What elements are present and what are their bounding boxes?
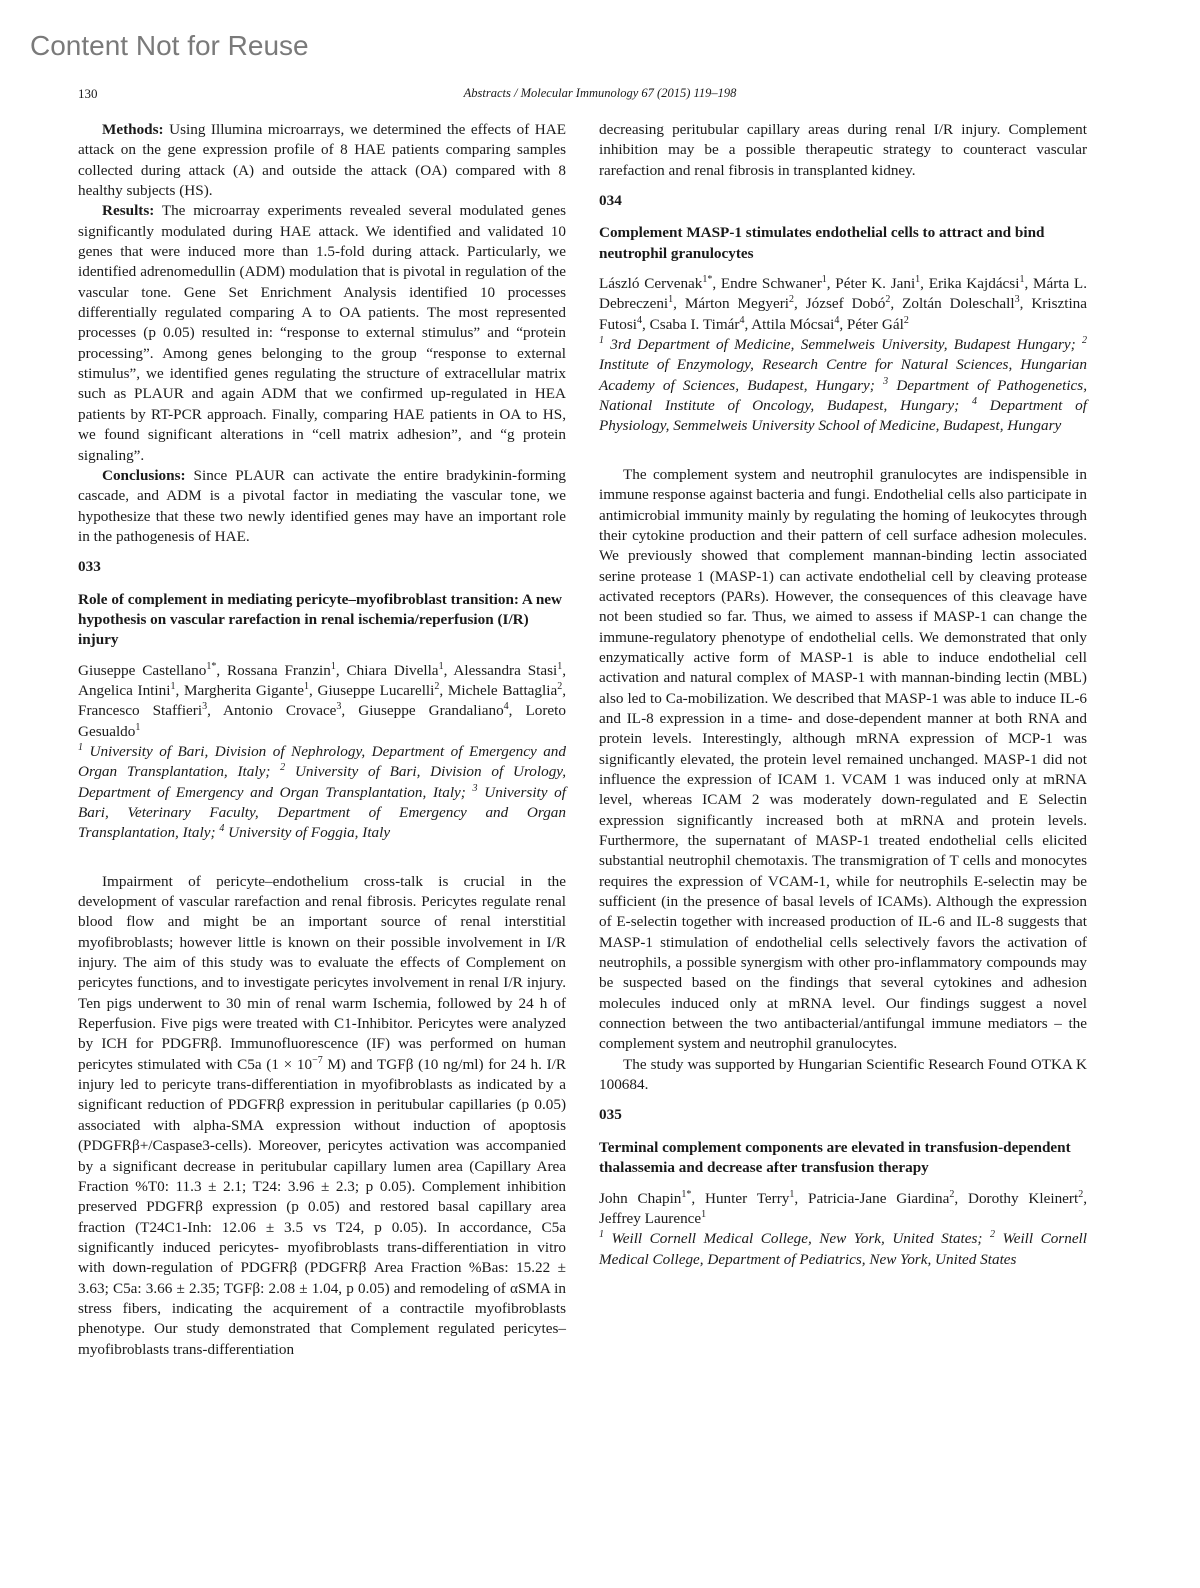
methods-paragraph (78, 120, 566, 201)
author-affiliation-mark: 2 (1078, 1188, 1084, 1200)
author-affiliation-mark: 1 (701, 1208, 707, 1220)
author-affiliation-mark: 1* (702, 274, 713, 285)
abstract-number: 035 (599, 1106, 622, 1124)
affiliation-list (78, 742, 566, 844)
affiliation-text: Department of Physiology, Semmelweis University School of Medicine, Budapest, Hungary (599, 397, 1087, 435)
affiliation-text: Weill Cornell Medical College, Department of Pediatrics, New York, United States (599, 1230, 1087, 1268)
author-name: Rossana Franzin (226, 661, 331, 679)
author-name: László Cervenak (599, 275, 703, 293)
author-name: Dorothy Kleinert (968, 1189, 1079, 1207)
author-affiliation-mark: 2 (557, 680, 563, 692)
author-affiliation-mark: 2 (903, 314, 909, 326)
affiliation-mark: 4 (219, 823, 225, 835)
left-column (78, 120, 566, 1360)
author-affiliation-mark: 1 (303, 680, 309, 692)
author-affiliation-mark: 4 (739, 314, 745, 326)
author-affiliation-mark: 3 (1014, 294, 1020, 306)
author-affiliation-mark: 1 (915, 274, 921, 285)
conclusions-paragraph (78, 466, 566, 547)
abstract-title: Role of complement in mediating pericyte–myofibroblast transition: A new hypothesis on vascular rarefaction in renal ischemia/reperfusion (I/R) injury (78, 590, 562, 649)
author-affiliation-mark: 1 (668, 294, 674, 306)
conclusions-label: Conclusions: (102, 466, 186, 484)
author-name: Erika Kajdácsi (928, 275, 1020, 293)
author-affiliation-mark: 1 (557, 660, 563, 672)
author-name: Michele Battaglia (447, 681, 558, 699)
author-name: Krisztina Futosi (599, 295, 1088, 333)
section-gap (599, 437, 1087, 465)
author-name: Giuseppe Lucarelli (317, 681, 435, 699)
abstract-number: 033 (78, 558, 101, 576)
exponent: −7 (312, 1054, 323, 1066)
author-name: Márta L. Debreczeni (599, 275, 1088, 313)
affiliation-list (599, 335, 1087, 437)
author-name: Alessandra Stasi (453, 661, 558, 679)
author-affiliation-mark: 1 (330, 660, 336, 672)
abstract-body: The complement system and neutrophil granulocytes are indispensible in immune response against bacteria and fungi. Endothelial cells also participate in antimicrobial immunity mainly by regulating the homing of leukocytes through their cytokine production and their pattern of cell surface adhesion molecules. We previously showed that complement mannan-binding lectin associated serine protease 1 (MASP-1) can activate endothelial cell by cleaving protease activated receptors (PARs). However, the consequences of this cleavage have not been studied so far. Thus, we aimed to assess if MASP-1 can change the immune-regulatory phenotype of endothelial cells. We demonstrated that only enzymatically active form of MASP-1 is able to induce endothelial cell activation and natural complex of MASP-1 with mannan-binding lectin (MBL) also led to Ca-mobilization. We described that MASP-1 was able to induce IL-6 and IL-8 expression in a time- and dose-dependent manner at both RNA and protein levels. Interestingly, although mRNA expression of MCP-1 was significantly elevated, the protein level remained unchanged. MASP-1 did not influence the expression of ICAM 1. VCAM 1 was induced only at mRNA level, whereas ICAM 2 was moderately down-regulated and E Selectin expression significantly increased both at mRNA and protein levels. Furthermore, the supernatant of MASP-1 treated endothelial cells elicited substantial neutrophil chemotaxis. The transmigration of T cells and monocytes requires the expression of VCAM-1, while for neutrophils E-selectin may be sufficient (in the presence of basal levels of ICAMs). Although the expression of E-selectin together with increased production of IL-6 and IL-8 suggests that MASP-1 stimulation of endothelial cells selectively favors the activation of neutrophils, a possible synergism with other pro-inflammatory compounds may be suspected based on the findings that several cytokines and adhesion molecules induced only at mRNA level. Our findings suggest a novel connection between the two antibacterial/antifungal immune mediators – the complement system and neutrophil granulocytes. (599, 465, 1087, 1053)
affiliation-mark: 2 (989, 1229, 995, 1241)
author-affiliation-mark: 2 (949, 1188, 955, 1200)
abstract-title: Complement MASP-1 stimulates endothelial cells to attract and bind neutrophil granulocytes (599, 224, 1045, 262)
author-name: Francesco Staffieri (78, 702, 203, 720)
watermark: Content Not for Reuse (30, 30, 309, 61)
author-name: József Dobó (805, 295, 886, 313)
author-affiliation-mark: 2 (434, 680, 440, 692)
affiliation-mark: 3 (883, 375, 889, 387)
author-name: Zoltán Doleschall (902, 295, 1015, 313)
affiliation-text: Weill Cornell Medical College, New York, United States; (604, 1230, 983, 1248)
section-gap (78, 844, 566, 872)
affiliation-text: University of Bari, Veterinary Faculty, Department of Emergency and Organ Transplantation, Italy; (78, 783, 566, 842)
affiliation-text: University of Foggia, Italy (224, 824, 391, 842)
methods-text: Using Illumina microarrays, we determined the effects of HAE attack on the gene expression profile of 8 HAE patients comparing samples collected during attack (A) and outside the attack (OA) compared with 8 healthy subjects (HS). (78, 121, 567, 200)
author-name: Endre Schwaner (720, 275, 822, 293)
affiliation-text: University of Bari, Division of Nephrology, Department of Emergency and Organ Transplantation, Italy; (78, 742, 566, 781)
author-name: Márton Megyeri (684, 295, 789, 313)
author-affiliation-mark: 1* (206, 660, 217, 672)
author-affiliation-mark: 1 (170, 680, 176, 692)
author-name: Csaba I. Timár (649, 315, 740, 333)
results-text: The microarray experiments revealed several modulated genes significantly modulated during HAE attack. We identified and validated 10 genes that were induced more than 1.5-fold during attack. Particularly, we identified adrenomedullin (ADM) modulation that is pivotal in regulation of the vascular tone. Gene Set Enrichment Analysis identified 10 processes differentially regulated comparing A to OA patients. The most represented processes (p 0.05) resulted in: “response to external stimulus” and “protein processing”. Among genes belonging to the group “response to external stimulus”, we identified genes regulating the structure of extracellular matrix such as PLAUR and again ADM that we confirmed up-regulated in HEA patients by RT-PCR approach. Finally, comparing HAE patients in OA to HS, we found significant alterations in “cell matrix adhesion”, and “g protein signaling”. (78, 202, 566, 464)
author-name: Péter K. Jani (835, 275, 916, 293)
affiliation-text: University of Bari, Division of Urology, Department of Emergency and Organ Transplantation, Italy; (78, 763, 566, 801)
author-affiliation-mark: 1 (789, 1188, 795, 1200)
author-name: Jeffrey Laurence (599, 1209, 702, 1227)
author-name: Giuseppe Castellano (78, 661, 207, 679)
funding-note: The study was supported by Hungarian Scientific Research Found OTKA K 100684. (599, 1055, 1087, 1094)
author-affiliation-mark: 4 (636, 314, 642, 326)
abstract-body (78, 872, 566, 1360)
affiliation-text: Department of Pathogenetics, National Institute of Oncology, Budapest, Hungary; (599, 376, 1087, 415)
author-affiliation-mark: 4 (503, 701, 509, 713)
author-name: Angelica Intini (78, 681, 171, 699)
affiliation-mark: 1 (599, 1229, 604, 1241)
author-name: Attila Mócsai (751, 315, 835, 333)
author-name: Hunter Terry (705, 1189, 790, 1207)
conclusions-text: Since PLAUR can activate the entire bradykinin-forming cascade, and ADM is a pivotal factor in mediating the vascular tone, we hypothesize that these two newly identified genes may have an important role in the pathogenesis of HAE. (78, 466, 567, 545)
affiliation-mark: 1 (78, 741, 83, 753)
author-affiliation-mark: 2 (788, 294, 794, 306)
author-name: John Chapin (599, 1189, 682, 1207)
author-name: Giuseppe Grandaliano (358, 702, 504, 720)
author-name: Chiara Divella (346, 661, 439, 679)
affiliation-mark: 2 (280, 762, 286, 774)
results-paragraph (78, 201, 566, 465)
abstract-number: 034 (599, 192, 622, 210)
author-affiliation-mark: 1 (821, 274, 827, 285)
page-number: 130 (78, 86, 98, 101)
body-text: Impairment of pericyte–endothelium cross-talk is crucial in the development of vascular rarefaction and renal fibrosis. Pericytes regulate renal blood flow and might be an important source of renal interstitial myofibroblasts; however little is known on their possible involvement in I/R injury. The aim of this study was to evaluate the effects of Complement on pericytes functions, and to investigate pericytes involvement in renal I/R injury. Ten pigs underwent to 30 min of renal warm Ischemia, followed by 24 h of Reperfusion. Five pigs were treated with C1-Inhibitor. Pericytes were analyzed by ICH for PDGFRβ. Immunofluorescence (IF) was performed on human pericytes stimulated with C5a (1 × 10 (78, 872, 566, 1073)
results-label: Results: (102, 202, 155, 220)
author-name: Antonio Crovace (223, 702, 337, 720)
author-name: Patricia-Jane Giardina (808, 1189, 950, 1207)
author-name: Péter Gál (846, 315, 904, 333)
running-head: Abstracts / Molecular Immunology 67 (2015) 119–198 (463, 86, 737, 100)
author-list: John Chapin$^{1*}$, Hunter Terry$^1$, Patricia-Jane Giardina$^2$, Dorothy Kleinert$^2$, Jeffrey Laurence$^1$ (599, 1188, 1087, 1227)
author-affiliation-mark: 1 (1019, 274, 1025, 285)
author-affiliation-mark: 1 (438, 660, 444, 672)
affiliation-mark: 1 (599, 335, 604, 347)
affiliation-text: Institute of Enzymology, Research Centre for Natural Sciences, Hungarian Academy of Sciences, Budapest, Hungary; (599, 356, 1087, 394)
author-affiliation-mark: 1* (681, 1188, 692, 1200)
affiliation-list (599, 1229, 1087, 1270)
affiliation-mark: 4 (972, 396, 977, 408)
methods-label: Methods: (102, 121, 164, 138)
author-affiliation-mark: 1 (135, 721, 141, 733)
author-list: Giuseppe Castellano$^{1*}$, Rossana Franzin$^1$, Chiara Divella$^1$, Alessandra Stasi$^1$, Angelica Intini$^1$, Margherita Gigante$^1$, Giuseppe Lucarelli$^2$, Michele Battaglia$^2$, Francesco Staffieri$^3$, Antonio Crovace$^3$, Giuseppe Grandaliano$^4$, Loreto Gesualdo$^1$ (78, 660, 567, 740)
continuation-text: decreasing peritubular capillary areas during renal I/R injury. Complement inhibition may be a possible therapeutic strategy to counteract vascular rarefaction and renal fibrosis in transplanted kidney. (599, 121, 1087, 179)
author-list: László Cervenak$^{1*}$, Endre Schwaner$^1$, Péter K. Jani$^1$, Erika Kajdácsi$^1$, Márta L. Debreczeni$^1$, Márton Megyeri$^2$, József Dobó$^2$, Zoltán Doleschall$^3$, Krisztina Futosi$^4$, Csaba I. Timár$^4$, Attila Mócsai$^4$, Péter Gál$^2$ (599, 274, 1088, 333)
affiliation-text: 3rd Department of Medicine, Semmelweis University, Budapest Hungary; (604, 336, 1076, 354)
author-name: Margherita Gigante (183, 681, 304, 699)
author-affiliation-mark: 4 (834, 314, 840, 326)
right-column (599, 120, 1087, 1270)
author-name: Loreto Gesualdo (78, 702, 566, 740)
author-affiliation-mark: 2 (885, 294, 891, 306)
abstract-title: Terminal complement components are elevated in transfusion-dependent thalassemia and decrease after transfusion therapy (599, 1138, 1071, 1177)
author-affiliation-mark: 3 (336, 701, 342, 713)
author-affiliation-mark: 3 (202, 701, 208, 713)
body-text: M) and TGFβ (10 ng/ml) for 24 h. I/R injury led to pericyte trans-differentiation in myofibroblasts as indicated by a significant reduction of PDGFRβ expression in peritubular capillaries (p 0.05) associated with alpha-SMA expression without induction of apoptosis (PDGFRβ+/Caspase3-cells). Moreover, pericytes activation was accompanied by a significant decrease in peritubular capillary lumen area (Capillary Area Fraction %T0: 11.3 ± 2.1; T24: 3.96 ± 2.3; p 0.05). Complement inhibition preserved PDGFRβ expression (p 0.05) and restored basal capillary area fraction (T24C1-Inh: 12.06 ± 3.5 vs T24, p 0.05). In accordance, C5a significantly induced pericytes- myofibroblasts trans-differentiation in vitro with down-regulation of PDGFRβ (PDGFRβ Area Fraction %Bas: 15.22 ± 3.63; C5a: 3.66 ± 2.35; TGFβ: 2.08 ± 1.04, p 0.05) and remodeling of αSMA in stress fibers, indicating the acquirement of a contractile myofibroblasts phenotype. Our study demonstrated that Complement regulated pericytes–myofibroblasts trans-differentiation (78, 1055, 566, 1358)
affiliation-mark: 3 (472, 782, 478, 794)
affiliation-mark: 2 (1082, 335, 1087, 347)
